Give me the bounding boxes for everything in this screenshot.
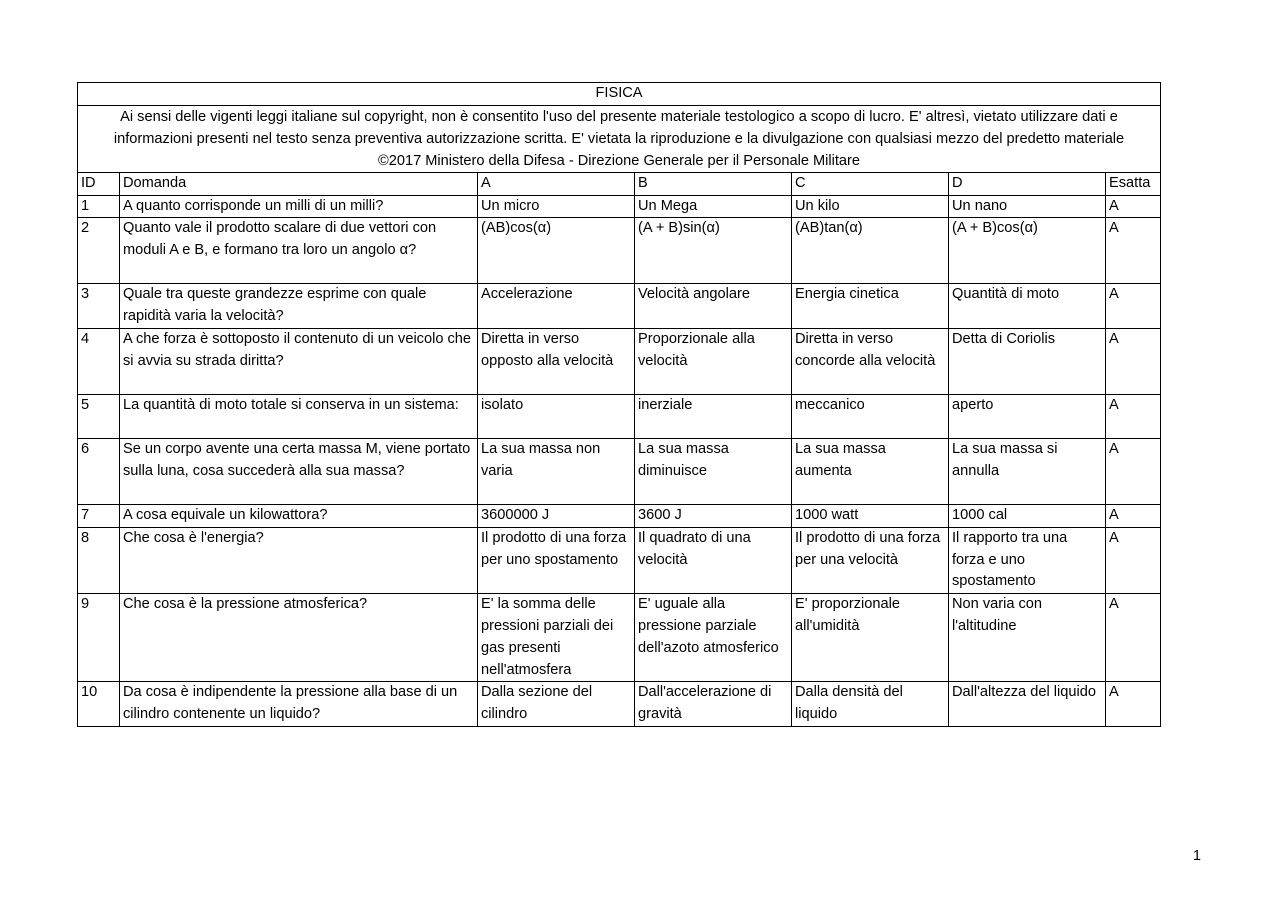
cell-answer-b: E' uguale alla pressione parziale dell'azoto atmosferico [635,594,792,682]
cell-answer-a: La sua massa non varia [478,438,635,504]
table-row [78,504,1161,527]
cell-question: A quanto corrisponde un milli di un milli? [120,195,478,218]
cell-answer-a: (AB)cos(α) [478,218,635,284]
table-row [78,438,1161,504]
questions-table [77,82,1161,727]
copyright-line: ©2017 Ministero della Difesa - Direzione Generale per il Personale Militare [378,152,861,169]
cell-id: 10 [78,682,120,727]
cell-id: 8 [78,527,120,593]
cell-answer-a: Un micro [478,195,635,218]
cell-correct: A [1106,218,1161,284]
cell-id: 2 [78,218,120,284]
cell-correct: A [1106,527,1161,593]
cell-correct: A [1106,594,1161,682]
cell-id: 5 [78,394,120,438]
cell-question: Da cosa è indipendente la pressione alla base di un cilindro contenente un liquido? [120,682,478,727]
cell-answer-a: Accelerazione [478,284,635,329]
table-row [78,594,1161,682]
cell-correct: A [1106,195,1161,218]
cell-answer-b: Velocità angolare [635,284,792,329]
cell-question: A cosa equivale un kilowattora? [120,504,478,527]
cell-answer-b: La sua massa diminuisce [635,438,792,504]
cell-id: 4 [78,328,120,394]
header-correct: Esatta [1106,172,1161,195]
cell-answer-d: Dall'altezza del liquido [949,682,1106,727]
table-row [78,195,1161,218]
cell-question: Quale tra queste grandezze esprime con quale rapidità varia la velocità? [120,284,478,329]
cell-answer-a: Diretta in verso opposto alla velocità [478,328,635,394]
cell-correct: A [1106,438,1161,504]
cell-answer-c: 1000 watt [792,504,949,527]
cell-answer-c: Dalla densità del liquido [792,682,949,727]
table-row [78,394,1161,438]
cell-correct: A [1106,504,1161,527]
cell-answer-d: 1000 cal [949,504,1106,527]
cell-correct: A [1106,682,1161,727]
cell-id: 1 [78,195,120,218]
cell-id: 7 [78,504,120,527]
cell-question: Quanto vale il prodotto scalare di due vettori con moduli A e B, e formano tra loro un angolo α? [120,218,478,284]
cell-answer-a: E' la somma delle pressioni parziali dei gas presenti nell'atmosfera [478,594,635,682]
header-d: D [949,172,1106,195]
notice-text: Ai sensi delle vigenti leggi italiane sul copyright, non è consentito l'uso del presente materiale testologico a scopo di lucro. E' altresì, vietato utilizzare dati e informazioni presenti nel testo senza preventiva autorizzazione scritta. E' vietata la riproduzione e la divulgazione con qualsiasi mezzo del predetto materiale [113,108,1125,147]
cell-question: La quantità di moto totale si conserva in un sistema: [120,394,478,438]
header-id: ID [78,172,120,195]
cell-answer-b: Un Mega [635,195,792,218]
cell-answer-c: Un kilo [792,195,949,218]
cell-question: Che cosa è la pressione atmosferica? [120,594,478,682]
header-c: C [792,172,949,195]
cell-correct: A [1106,284,1161,329]
header-b: B [635,172,792,195]
cell-answer-d: Un nano [949,195,1106,218]
cell-answer-d: Detta di Coriolis [949,328,1106,394]
cell-question: Se un corpo avente una certa massa M, viene portato sulla luna, cosa succederà alla sua massa? [120,438,478,504]
cell-answer-b: 3600 J [635,504,792,527]
cell-correct: A [1106,394,1161,438]
cell-correct: A [1106,328,1161,394]
cell-question: Che cosa è l'energia? [120,527,478,593]
cell-answer-d: (A + B)cos(α) [949,218,1106,284]
cell-answer-c: E' proporzionale all'umidità [792,594,949,682]
cell-answer-c: meccanico [792,394,949,438]
cell-answer-c: Il prodotto di una forza per una velocità [792,527,949,593]
cell-answer-a: Il prodotto di una forza per uno spostamento [478,527,635,593]
cell-answer-c: (AB)tan(α) [792,218,949,284]
cell-answer-b: inerziale [635,394,792,438]
cell-answer-b: Il quadrato di una velocità [635,527,792,593]
header-a: A [478,172,635,195]
table-row [78,218,1161,284]
header-row [78,172,1161,195]
cell-question: A che forza è sottoposto il contenuto di un veicolo che si avvia su strada diritta? [120,328,478,394]
document-title: FISICA [78,83,1161,106]
cell-answer-b: Proporzionale alla velocità [635,328,792,394]
cell-answer-d: Quantità di moto [949,284,1106,329]
cell-answer-d: Il rapporto tra una forza e uno spostamento [949,527,1106,593]
cell-answer-d: aperto [949,394,1106,438]
table-row [78,527,1161,593]
page-number: 1 [1192,848,1201,864]
cell-answer-a: 3600000 J [478,504,635,527]
header-question: Domanda [120,172,478,195]
cell-id: 6 [78,438,120,504]
cell-answer-d: Non varia con l'altitudine [949,594,1106,682]
cell-answer-b: (A + B)sin(α) [635,218,792,284]
table-row [78,682,1161,727]
cell-answer-b: Dall'accelerazione di gravità [635,682,792,727]
cell-answer-c: Diretta in verso concorde alla velocità [792,328,949,394]
cell-answer-c: Energia cinetica [792,284,949,329]
cell-id: 9 [78,594,120,682]
cell-answer-d: La sua massa si annulla [949,438,1106,504]
cell-answer-a: isolato [478,394,635,438]
cell-answer-a: Dalla sezione del cilindro [478,682,635,727]
table-row [78,328,1161,394]
table-row [78,284,1161,329]
cell-answer-c: La sua massa aumenta [792,438,949,504]
cell-id: 3 [78,284,120,329]
copyright-notice [78,105,1161,172]
